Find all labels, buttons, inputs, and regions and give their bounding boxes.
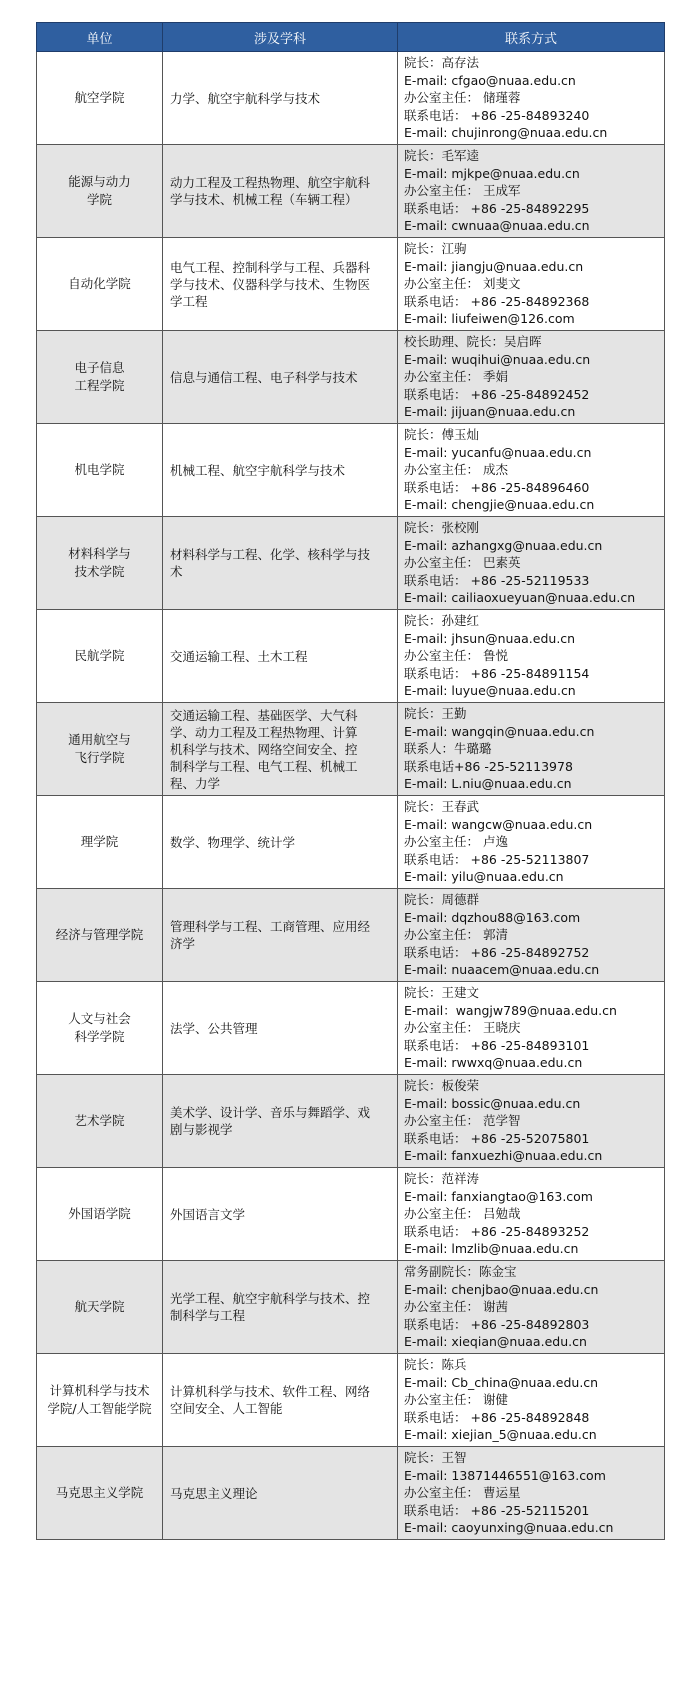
subject-line: 济学: [170, 936, 196, 951]
subject-cell: [163, 1354, 398, 1447]
contact-line: E-mail: chengjie@nuaa.edu.cn: [404, 497, 595, 513]
table-row: [37, 145, 665, 238]
contact-cell: [398, 1354, 665, 1447]
contact-cell: [398, 52, 665, 145]
contact-cell: [398, 1168, 665, 1261]
unit-line: 能源与动力: [68, 174, 131, 189]
unit-cell: [37, 517, 163, 610]
contact-line: 院长：孙建红: [404, 613, 480, 629]
unit-line: 学院: [86, 192, 112, 207]
subject-line: 制科学与工程: [170, 1308, 246, 1323]
contact-line: E-mail: azhangxg@nuaa.edu.cn: [404, 537, 603, 553]
subject-cell: [163, 52, 398, 145]
header-contact: 联系方式: [398, 23, 665, 52]
contact-cell: [398, 889, 665, 982]
subject-line: 信息与通信工程、电子科学与技术: [170, 369, 358, 385]
unit-line: 科学学院: [74, 1029, 125, 1044]
contact-line: 联系电话： +86 -25-84892752: [404, 944, 590, 960]
contact-line: 院长：毛军逵: [404, 148, 480, 164]
contact-line: 联系电话： +86 -25-84892295: [404, 200, 590, 216]
unit-cell: [37, 1075, 163, 1168]
subject-line: 数学、物理学、统计学: [170, 834, 296, 850]
unit-cell: [37, 1261, 163, 1354]
contact-line: E-mail: cfgao@nuaa.edu.cn: [404, 72, 576, 88]
unit-line: 民航学院: [74, 648, 125, 663]
subject-line: 交通运输工程、基础医学、大气科: [170, 707, 358, 723]
unit-cell: [37, 703, 163, 796]
contact-line: 联系人：牛璐璐: [404, 741, 492, 757]
subject-cell: [163, 1075, 398, 1168]
contact-line: 办公室主任： 王成军: [404, 183, 521, 199]
subject-cell: [163, 982, 398, 1075]
contact-line: 联系电话： +86 -25-52115201: [404, 1502, 590, 1518]
contact-line: E-mail: wangcw@nuaa.edu.cn: [404, 816, 593, 832]
contact-line: 联系电话： +86 -25-84892452: [404, 386, 590, 402]
subject-cell: [163, 889, 398, 982]
subject-line: 机科学与技术、网络空间安全、控: [170, 741, 358, 757]
header-unit: 单位: [37, 23, 163, 52]
unit-cell: [37, 889, 163, 982]
subject-line: 光学工程、航空宇航科学与技术、控: [170, 1291, 371, 1306]
contact-line: E-mail: jiangju@nuaa.edu.cn: [404, 258, 584, 274]
subject-cell: [163, 238, 398, 331]
unit-cell: [37, 1447, 163, 1540]
table-header-row: [37, 23, 665, 52]
contact-line: E-mail: mjkpe@nuaa.edu.cn: [404, 165, 580, 181]
contact-line: 联系电话： +86 -25-84893240: [404, 107, 590, 123]
contact-line: 办公室主任： 刘斐文: [404, 276, 521, 292]
unit-line: 航天学院: [74, 1299, 125, 1314]
table-body: [37, 52, 665, 1540]
contact-cell: [398, 331, 665, 424]
contact-line: E-mail: jhsun@nuaa.edu.cn: [404, 630, 576, 646]
unit-cell: [37, 610, 163, 703]
unit-line: 技术学院: [74, 564, 125, 579]
contact-line: 办公室主任： 谢茜: [404, 1299, 508, 1315]
contact-line: 联系电话： +86 -25-84892803: [404, 1316, 590, 1332]
contact-cell: [398, 145, 665, 238]
contact-cell: [398, 610, 665, 703]
contact-line: E-mail: xiejian_5@nuaa.edu.cn: [404, 1427, 597, 1443]
unit-line: 人文与社会: [68, 1011, 131, 1026]
unit-line: 飞行学院: [74, 750, 125, 765]
contact-line: 院长：傅玉灿: [404, 427, 480, 443]
subject-line: 马克思主义理论: [170, 1485, 258, 1501]
table-row: [37, 238, 665, 331]
subject-line: 法学、公共管理: [170, 1020, 258, 1036]
contact-line: 常务副院长：陈金宝: [404, 1264, 517, 1280]
contact-cell: [398, 1261, 665, 1354]
subject-line: 力学、航空宇航科学与技术: [170, 90, 321, 106]
table-row: [37, 424, 665, 517]
contact-line: E-mail: cailiaoxueyuan@nuaa.edu.cn: [404, 590, 636, 606]
table-row: [37, 703, 665, 796]
contact-line: E-mail: jijuan@nuaa.edu.cn: [404, 404, 576, 420]
contact-line: E-mail: yilu@nuaa.edu.cn: [404, 869, 564, 885]
unit-cell: [37, 1168, 163, 1261]
contact-cell: [398, 1075, 665, 1168]
contact-cell: [398, 424, 665, 517]
contact-line: 办公室主任： 季娟: [404, 369, 508, 385]
contact-line: 院长：范祥涛: [404, 1171, 480, 1187]
contact-line: 办公室主任： 储瑾蓉: [404, 90, 521, 106]
contact-line: E-mail: luyue@nuaa.edu.cn: [404, 683, 576, 699]
contact-line: 办公室主任： 巴素英: [404, 555, 521, 571]
unit-cell: [37, 796, 163, 889]
subject-line: 动力工程及工程热物理、航空宇航科: [170, 175, 371, 190]
contact-line: E-mail: lmzlib@nuaa.edu.cn: [404, 1241, 579, 1257]
contact-line: 校长助理、院长：吴启晖: [404, 334, 542, 350]
subject-line: 管理科学与工程、工商管理、应用经: [170, 919, 371, 934]
contact-line: 办公室主任： 范学智: [404, 1113, 521, 1129]
table-row: [37, 1261, 665, 1354]
subject-line: 术: [170, 564, 183, 579]
contact-line: 联系电话： +86 -25-52075801: [404, 1130, 590, 1146]
contact-line: 办公室主任： 曹运星: [404, 1485, 521, 1501]
unit-line: 机电学院: [74, 462, 125, 477]
table-row: [37, 1354, 665, 1447]
unit-line: 工程学院: [74, 378, 125, 393]
subject-line: 学与技术、仪器科学与技术、生物医: [170, 276, 371, 292]
contact-line: E-mail: nuaacem@nuaa.edu.cn: [404, 962, 600, 978]
contact-line: 联系电话： +86 -25-52113807: [404, 851, 590, 867]
contact-cell: [398, 982, 665, 1075]
subject-line: 材料科学与工程、化学、核科学与技: [170, 547, 371, 562]
table-row: [37, 517, 665, 610]
contact-line: 联系电话+86 -25-52113978: [404, 758, 573, 774]
subject-line: 程、力学: [170, 775, 221, 791]
contact-line: 院长：江驹: [404, 241, 467, 257]
subject-cell: [163, 1261, 398, 1354]
contact-line: 院长：王春武: [404, 799, 480, 815]
contact-line: 办公室主任： 成杰: [404, 462, 508, 478]
contact-line: 联系电话： +86 -25-84893252: [404, 1223, 590, 1239]
contact-line: 办公室主任： 卢逸: [404, 834, 508, 850]
contact-line: 联系电话： +86 -25-84892368: [404, 293, 590, 309]
contact-line: 院长：张校刚: [404, 520, 480, 536]
unit-line: 航空学院: [74, 90, 125, 105]
contact-table: [36, 22, 665, 1540]
contact-line: E-mail: fanxiangtao@163.com: [404, 1188, 593, 1204]
contact-line: 办公室主任： 吕勉哉: [404, 1206, 521, 1222]
table-row: [37, 1168, 665, 1261]
subject-line: 外国语言文学: [170, 1206, 246, 1222]
contact-line: E-mail: wuqihui@nuaa.edu.cn: [404, 351, 591, 367]
contact-line: E-mail：wangjw789@nuaa.edu.cn: [404, 1002, 617, 1018]
subject-line: 剧与影视学: [170, 1122, 233, 1137]
subject-cell: [163, 1168, 398, 1261]
contact-line: 联系电话： +86 -25-52119533: [404, 572, 590, 588]
unit-line: 学院/人工智能学院: [47, 1401, 152, 1416]
subject-line: 美术学、设计学、音乐与舞蹈学、戏: [170, 1105, 371, 1120]
contact-line: 办公室主任： 鲁悦: [404, 648, 508, 664]
unit-cell: [37, 238, 163, 331]
table-row: [37, 1447, 665, 1540]
subject-line: 学与技术、机械工程（车辆工程）: [170, 192, 358, 207]
subject-cell: [163, 610, 398, 703]
contact-line: 院长：王智: [404, 1450, 467, 1466]
contact-line: E-mail: caoyunxing@nuaa.edu.cn: [404, 1520, 614, 1536]
table-row: [37, 610, 665, 703]
contact-line: E-mail: rwwxq@nuaa.edu.cn: [404, 1055, 583, 1071]
subject-cell: [163, 517, 398, 610]
contact-line: 院长：王建文: [404, 985, 480, 1001]
contact-line: 联系电话： +86 -25-84891154: [404, 665, 590, 681]
unit-cell: [37, 145, 163, 238]
contact-line: 院长：板俊荣: [404, 1078, 480, 1094]
subject-line: 计算机科学与技术、软件工程、网络: [170, 1384, 371, 1399]
table-row: [37, 889, 665, 982]
contact-line: 院长：高存法: [404, 55, 480, 71]
table-row: [37, 982, 665, 1075]
contact-line: 联系电话： +86 -25-84896460: [404, 479, 590, 495]
table-row: [37, 331, 665, 424]
unit-line: 经济与管理学院: [55, 927, 144, 942]
unit-line: 外国语学院: [68, 1206, 131, 1221]
subject-line: 制科学与工程、电气工程、机械工: [170, 758, 358, 774]
subject-line: 学、动力工程及工程热物理、计算: [170, 724, 358, 740]
contact-cell: [398, 517, 665, 610]
contact-line: E-mail: L.niu@nuaa.edu.cn: [404, 776, 572, 792]
unit-line: 理学院: [80, 834, 119, 849]
contact-line: E-mail: yucanfu@nuaa.edu.cn: [404, 444, 592, 460]
contact-line: E-mail: cwnuaa@nuaa.edu.cn: [404, 218, 590, 234]
contact-line: 院长：周德群: [404, 892, 480, 908]
contact-line: E-mail: Cb_china@nuaa.edu.cn: [404, 1374, 599, 1390]
contact-line: E-mail: wangqin@nuaa.edu.cn: [404, 723, 595, 739]
contact-line: 办公室主任： 郭清: [404, 927, 508, 943]
contact-line: 办公室主任： 谢健: [404, 1392, 508, 1408]
contact-line: 办公室主任： 王晓庆: [404, 1020, 521, 1036]
subject-line: 交通运输工程、土木工程: [170, 648, 308, 664]
unit-cell: [37, 982, 163, 1075]
unit-line: 通用航空与: [68, 732, 131, 747]
unit-cell: [37, 1354, 163, 1447]
contact-cell: [398, 796, 665, 889]
table-row: [37, 796, 665, 889]
subject-cell: [163, 145, 398, 238]
contact-line: E-mail: 13871446551@163.com: [404, 1467, 606, 1483]
contact-table-container: [36, 22, 664, 1540]
unit-line: 自动化学院: [68, 276, 131, 291]
unit-line: 材料科学与: [68, 546, 131, 561]
contact-line: E-mail: chenjbao@nuaa.edu.cn: [404, 1281, 599, 1297]
unit-line: 马克思主义学院: [55, 1485, 144, 1500]
contact-line: 院长：陈兵: [404, 1357, 467, 1373]
subject-line: 电气工程、控制科学与工程、兵器科: [170, 259, 371, 275]
subject-line: 空间安全、人工智能: [170, 1401, 283, 1416]
subject-line: 机械工程、航空宇航科学与技术: [170, 462, 346, 478]
contact-cell: [398, 703, 665, 796]
contact-line: 联系电话： +86 -25-84892848: [404, 1409, 590, 1425]
unit-cell: [37, 331, 163, 424]
contact-line: 联系电话： +86 -25-84893101: [404, 1037, 590, 1053]
table-row: [37, 1075, 665, 1168]
subject-cell: [163, 424, 398, 517]
contact-line: E-mail: xieqian@nuaa.edu.cn: [404, 1334, 587, 1350]
contact-cell: [398, 1447, 665, 1540]
contact-line: E-mail: fanxuezhi@nuaa.edu.cn: [404, 1148, 603, 1164]
contact-line: E-mail: dqzhou88@163.com: [404, 909, 581, 925]
contact-line: 院长：王勤: [404, 706, 467, 722]
subject-cell: [163, 796, 398, 889]
unit-cell: [37, 52, 163, 145]
subject-line: 学工程: [170, 293, 208, 309]
unit-line: 电子信息: [74, 360, 125, 375]
unit-cell: [37, 424, 163, 517]
subject-cell: [163, 703, 398, 796]
contact-line: E-mail: liufeiwen@126.com: [404, 311, 575, 327]
unit-line: 计算机科学与技术: [49, 1383, 150, 1398]
unit-line: 艺术学院: [74, 1113, 125, 1128]
subject-cell: [163, 1447, 398, 1540]
contact-line: E-mail: bossic@nuaa.edu.cn: [404, 1095, 581, 1111]
subject-cell: [163, 331, 398, 424]
contact-line: E-mail: chujinrong@nuaa.edu.cn: [404, 125, 608, 141]
table-row: [37, 52, 665, 145]
contact-cell: [398, 238, 665, 331]
header-subject: 涉及学科: [163, 23, 398, 52]
